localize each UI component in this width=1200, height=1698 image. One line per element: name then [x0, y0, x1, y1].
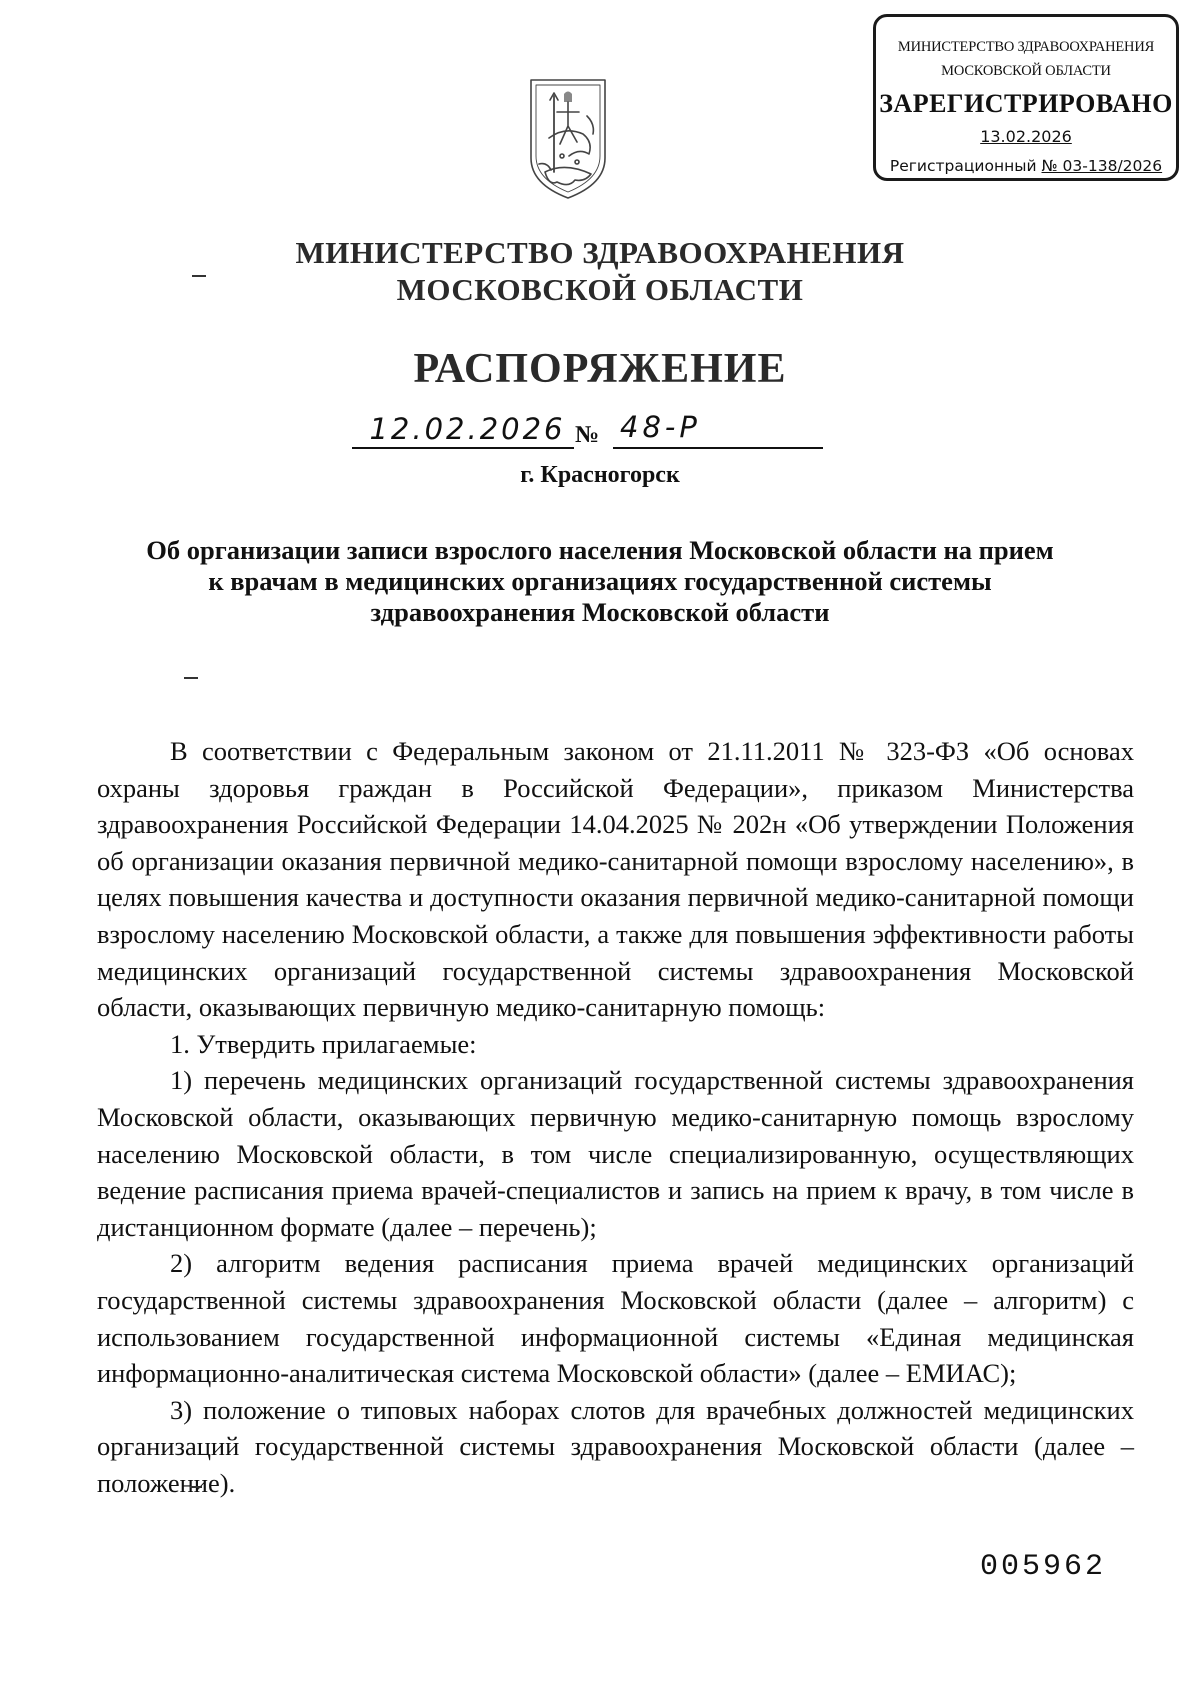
stamp-org-line1: МИНИСТЕРСТВО ЗДРАВООХРАНЕНИЯ: [897, 39, 1155, 55]
subject-line1: Об организации записи взрослого населения Московской области на прием: [146, 535, 1054, 565]
body-item1-3: 3) положение о типовых наборах слотов для врачебных должностей медицинских организаций государственной системы здравоохранения Московской области (далее – положение).: [97, 1394, 1134, 1498]
document-date: 12.02.2026: [369, 412, 566, 446]
form-serial-number: 005962: [980, 1550, 1107, 1584]
stamp-title: ЗАРЕГИСТРИРОВАНО: [879, 89, 1173, 118]
number-underline: [613, 447, 823, 449]
registration-stamp: [873, 14, 1179, 181]
scan-mark: [190, 1486, 202, 1488]
document-city: г. Красногорск: [520, 462, 680, 488]
stamp-registration: [876, 157, 1176, 175]
ministry-name-line1: МИНИСТЕРСТВО ЗДРАВООХРАНЕНИЯ: [295, 235, 905, 270]
number-sign: №: [575, 422, 600, 448]
date-underline: [352, 447, 574, 449]
document-number: 48-Р: [620, 410, 701, 444]
stamp-date: 13.02.2026: [980, 127, 1072, 146]
document-type: РАСПОРЯЖЕНИЕ: [413, 346, 787, 392]
subject-line3: здравоохранения Московской области: [370, 597, 830, 627]
moscow-oblast-coat-of-arms-icon: [527, 76, 609, 202]
body-intro: В соответствии с Федеральным законом от 21.11.2011 № 323-ФЗ «Об основах охраны здоровья граждан в Российской Федерации», приказом Министерства здравоохранения Российской Федерации 14.04.2025 № 202н «Об утверждении Положения об организации оказания первичной медико-санитарной помощи взрослому населению», в целях повышения качества и доступности оказания первичной медико-санитарной помощи взрослому населению Московской области, а также для повышения эффективности работы медицинских организаций государственной системы здравоохранения Московской области, оказывающих первичную медико-санитарную помощь:: [97, 736, 1134, 1023]
document-subject: [100, 535, 1100, 628]
scan-mark: [192, 275, 206, 277]
stamp-reg-number: № 03-138/2026: [1041, 157, 1163, 175]
stamp-reg-label: Регистрационный: [889, 157, 1037, 175]
scan-mark: [184, 677, 198, 679]
body-item1-1: 1) перечень медицинских организаций государственной системы здравоохранения Московской области, оказывающих первичную медико-санитарную помощь взрослому населению Московской области, в том числе специализированную, осуществляющих ведение расписания приема врачей-специалистов и запись на прием к врачу, в том числе в дистанционном формате (далее – перечень);: [97, 1065, 1134, 1242]
subject-line2: к врачам в медицинских организациях государственной системы: [208, 566, 992, 596]
ministry-name-line2: МОСКОВСКОЙ ОБЛАСТИ: [396, 272, 804, 307]
body-item1-2: 2) алгоритм ведения расписания приема врачей медицинских организаций государственной системы здравоохранения Московской области (далее – алгоритм) с использованием государственной информационной системы «Единая медицинская информационно-аналитическая система Московской области» (далее – ЕМИАС);: [97, 1248, 1134, 1389]
stamp-org-line2: МОСКОВСКОЙ ОБЛАСТИ: [941, 63, 1111, 79]
body-item1-heading: 1. Утвердить прилагаемые:: [170, 1028, 477, 1059]
document-body: [97, 733, 1134, 1501]
